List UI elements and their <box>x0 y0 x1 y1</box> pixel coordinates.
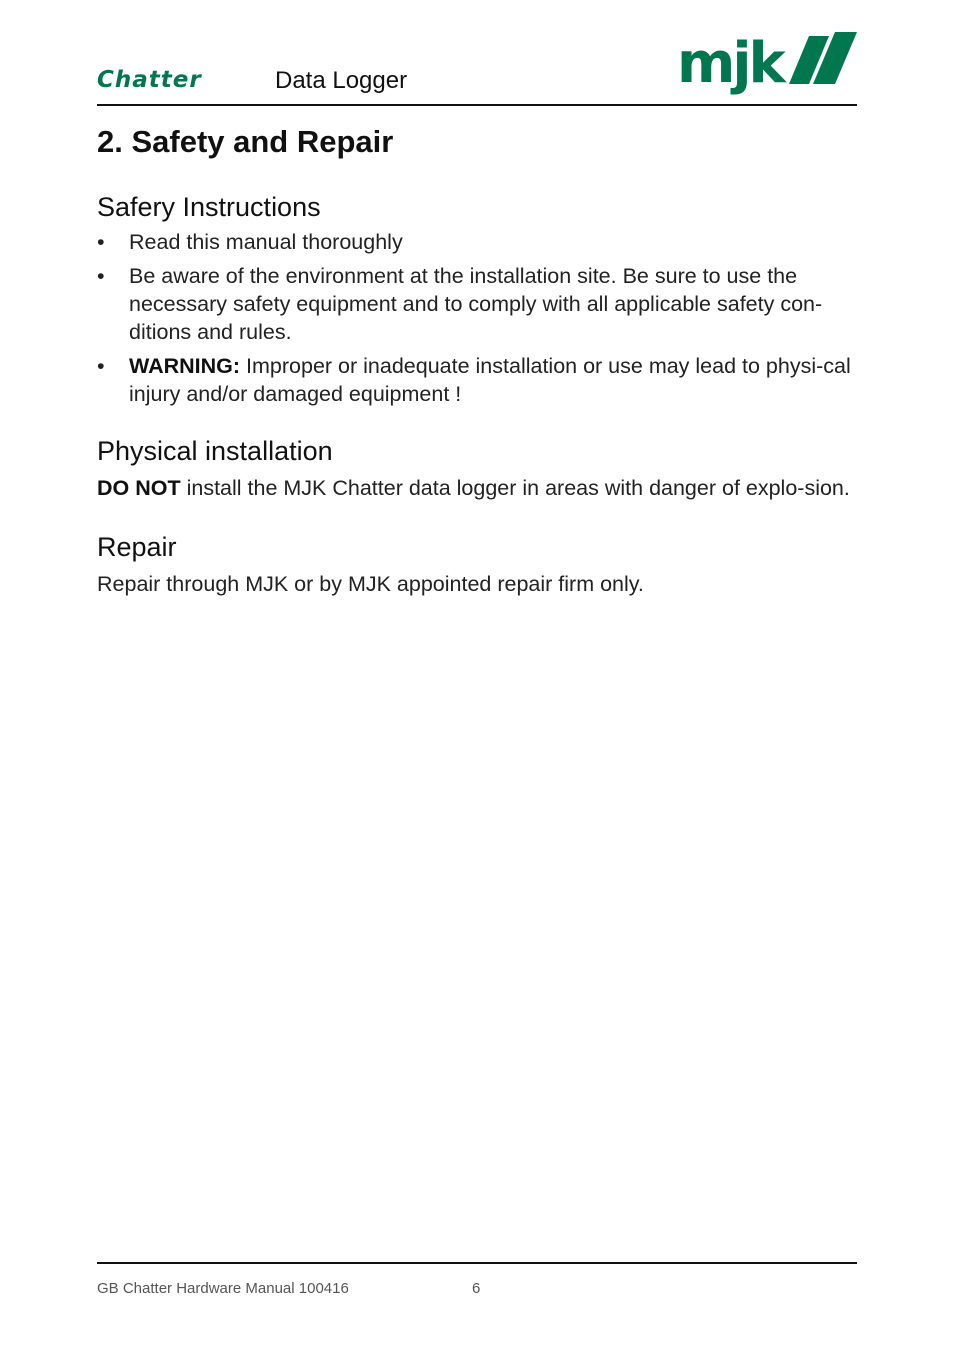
list-item <box>97 228 857 256</box>
do-not-label: DO NOT <box>97 476 181 500</box>
repair-paragraph: Repair through MJK or by MJK appointed repair firm only. <box>97 572 644 596</box>
bullet-icon: • <box>97 230 105 254</box>
physical-heading: Physical installation <box>97 436 333 466</box>
document-title: Data Logger <box>275 67 408 94</box>
list-item-text: Be aware of the environment at the installation site. Be sure to use the necessary safety equipment and to comply with all applicable safety con-ditions and rules. <box>129 264 823 344</box>
mjk-logo-text: mjk <box>677 31 783 96</box>
warning-label: WARNING: <box>129 354 241 378</box>
safety-list <box>97 228 857 408</box>
chatter-logo: Chatter <box>97 67 202 93</box>
list-item-text: Improper or inadequate installation or use may lead to physi-cal injury and/or damaged equipment ! <box>129 354 851 406</box>
page-number: 6 <box>472 1280 481 1297</box>
safety-section <box>97 190 857 408</box>
bullet-icon: • <box>97 264 105 288</box>
physical-text: install the MJK Chatter data logger in areas with danger of explo-sion. <box>180 476 850 500</box>
footer-rule <box>97 1262 857 1264</box>
repair-section <box>97 530 857 598</box>
page-header <box>97 30 857 106</box>
bullet-icon: • <box>97 354 105 378</box>
list-item <box>97 262 857 346</box>
header-rule <box>97 104 857 106</box>
repair-heading: Repair <box>97 532 177 562</box>
section-title: 2. Safety and Repair <box>97 124 394 159</box>
mjk-logo <box>677 30 857 104</box>
safety-heading: Safery Instructions <box>97 192 321 222</box>
list-item <box>97 352 857 408</box>
footer-manual-id: GB Chatter Hardware Manual 100416 <box>97 1280 349 1297</box>
physical-section <box>97 434 857 502</box>
physical-paragraph <box>97 474 857 502</box>
list-item-text: Read this manual thoroughly <box>129 230 403 254</box>
page-content <box>97 122 857 598</box>
